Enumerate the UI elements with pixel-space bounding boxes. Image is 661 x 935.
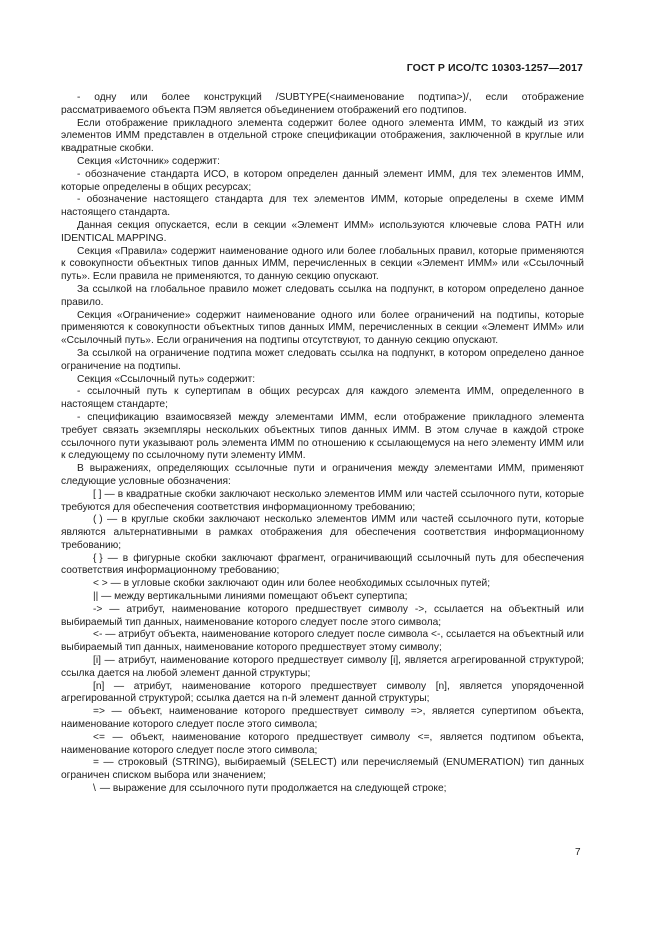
symbol-description: — выражение для ссылочного пути продолжается на следующей строке; bbox=[99, 783, 447, 795]
symbol: [n] bbox=[93, 680, 105, 692]
symbol-description: — в фигурные скобки заключают фрагмент, ограничивающий ссылочный путь для обеспечения соответствия информационному требованию; bbox=[61, 552, 584, 577]
paragraph: Данная секция опускается, если в секции «Элемент ИММ» используются ключевые слова PATH или IDENTICAL MAPPING. bbox=[61, 219, 584, 244]
paragraph: В выражениях, определяющих ссылочные пути и ограничения между элементами ИММ, применяют следующие условные обозначения: bbox=[61, 463, 584, 487]
symbol-description: — между вертикальными линиями помещают объект супертипа; bbox=[101, 591, 408, 603]
paragraph: - обозначение стандарта ИСО, в котором определен данный элемент ИММ, для тех элементов ИММ, которые определены в общих ресурсах; bbox=[61, 168, 584, 193]
symbol: ( ) bbox=[93, 514, 103, 526]
symbol-description: — в квадратные скобки заключают несколько элементов ИММ или частей ссылочного пути, которые требуются для обеспечения соответствия информационному требованию; bbox=[61, 488, 584, 513]
body-text bbox=[61, 92, 584, 796]
document-header: ГОСТ Р ИСО/ТС 10303-1257—2017 bbox=[406, 62, 583, 74]
paragraph: Секция «Правила» содержит наименование одного или более глобальных правил, которые применяются к совокупности объектных типов данных ИММ, перечисленных в секции «Элемент ИММ» или «Ссылочный путь». Если правила не применяются, то данную секцию опускают. bbox=[61, 245, 584, 283]
symbol: [i] bbox=[93, 655, 101, 667]
symbol-description: — в круглые скобки заключают несколько элементов ИММ или частей ссылочного пути, которые являются альтернативными в рамках отображения для обеспечения соответствия информационному требованию; bbox=[61, 514, 584, 551]
paragraph: - ссылочный путь к супертипам в общих ресурсах для каждого элемента ИММ, определенного в настоящем стандарте; bbox=[61, 386, 584, 411]
symbol-description: — атрибут объекта, наименование которого следует после символа <-, ссылается на объектный или выбираемый тип данных, наименование которого предшествует этому символу; bbox=[61, 629, 584, 654]
symbol-description: — в угловые скобки заключают один или более необходимых ссылочных путей; bbox=[110, 578, 491, 590]
symbol-item bbox=[61, 578, 584, 591]
symbol-item bbox=[61, 732, 584, 758]
symbol-item bbox=[61, 591, 584, 604]
paragraph: - обозначение настоящего стандарта для тех элементов ИММ, которые определены в схеме ИММ настоящего стандарта. bbox=[61, 194, 584, 219]
symbol: <- bbox=[93, 629, 103, 641]
paragraph: За ссылкой на ограничение подтипа может следовать ссылка на подпункт, в котором определено данное ограничение на подтипы. bbox=[61, 347, 584, 372]
paragraph: - одну или более конструкций /SUBTYPE(<наименование подтипа>)/, если отображение рассматриваемого объекта ПЭМ является объединением отображений его подтипов. bbox=[61, 92, 584, 116]
symbol: || bbox=[93, 591, 99, 603]
paragraph: За ссылкой на глобальное правило может следовать ссылка на подпункт, в котором определено данное правило. bbox=[61, 283, 584, 308]
symbol-item bbox=[61, 757, 584, 783]
symbol-item bbox=[61, 706, 584, 732]
page-number: 7 bbox=[575, 847, 581, 858]
symbol: -> bbox=[93, 603, 103, 615]
paragraph: Секция «Ограничение» содержит наименование одного или более ограничений на подтипы, которые применяются к совокупности объектных типов данных ИММ, перечисленных в секции «Элемент ИММ» или «Ссылочный путь». Если ограничения на подтипы отсутствуют, то данную секцию опускают. bbox=[61, 309, 584, 347]
symbol: < > bbox=[93, 578, 108, 590]
symbol-description: — атрибут, наименование которого предшествует символу ->, ссылается на объектный или выбираемый тип данных, наименование которого следует после этого символа; bbox=[61, 603, 584, 628]
paragraph: Секция «Ссылочный путь» содержит: bbox=[77, 373, 256, 385]
symbol-description: — объект, наименование которого предшествует символу =>, является супертипом объекта, наименование которого следует после этого символа; bbox=[61, 706, 584, 731]
symbol: => bbox=[93, 706, 105, 718]
symbol-item bbox=[61, 655, 584, 681]
symbol-item bbox=[61, 629, 584, 655]
symbol-item bbox=[61, 604, 584, 630]
paragraph: Секция «Источник» содержит: bbox=[77, 155, 220, 167]
symbol-item bbox=[61, 514, 584, 552]
symbol: \ bbox=[93, 783, 96, 795]
symbol-item bbox=[61, 681, 584, 707]
symbol-description: — атрибут, наименование которого предшествует символу [i], является агрегированной структурой; ссылка дается на любой элемент данной структуры; bbox=[61, 655, 584, 679]
symbol-item bbox=[61, 489, 584, 515]
symbol: = bbox=[93, 757, 99, 769]
symbol-description: — объект, наименование которого предшествует символу <=, является подтипом объекта, наименование которого следует после этого символа; bbox=[61, 731, 584, 756]
symbol: <= bbox=[93, 731, 105, 743]
symbol-description: — атрибут, наименование которого предшествует символу [n], является упорядоченной агрегированной структурой; ссылка дается на n-й элемент данной структуры; bbox=[61, 680, 584, 705]
symbol-item bbox=[61, 553, 584, 579]
symbol-item bbox=[61, 783, 584, 796]
paragraph: Если отображение прикладного элемента содержит более одного элемента ИММ, то каждый из этих элементов ИММ представлен в отдельной строке спецификации отображения, заключенной в круглые или квадратные скобки. bbox=[61, 117, 584, 155]
symbol-description: — строковый (STRING), выбираемый (SELECT) или перечисляемый (ENUMERATION) тип данных ограничен списком выбора или значением; bbox=[61, 757, 584, 782]
paragraph: - спецификацию взаимосвязей между элементами ИММ, если отображение прикладного элемента требует связать экземпляры нескольких объектных типов данных ИММ. В этом случае в каждой строке ссылочного пути указывают роль элемента ИММ по отношению к ссылающемуся на него элементу ИММ или к следующему по ссылочному пути элементу ИММ. bbox=[61, 411, 584, 462]
symbol: { } bbox=[93, 552, 103, 564]
symbol: [ ] bbox=[93, 488, 102, 500]
